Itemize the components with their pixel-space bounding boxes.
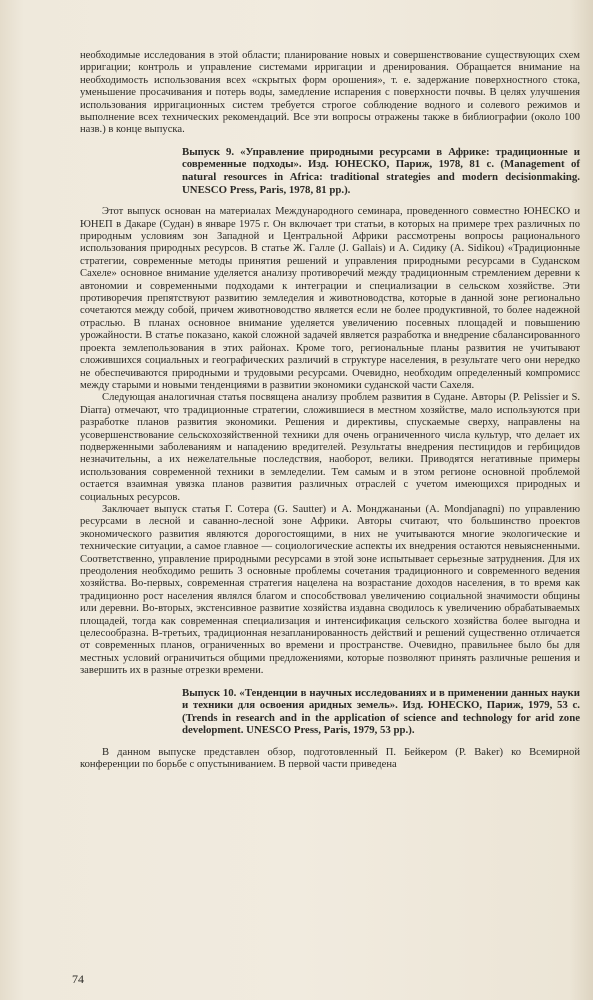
issue-9-paragraph-1: Этот выпуск основан на материалах Международного семинара, проведенного совместно ЮНЕСКО и ЮНЕП в Дакаре (Судан) в январе 1975 г. Он включает три статьи, в которых на примере трех различных по природным условиям зон Западной и Центральной Африки рассмотрены вопросы рационального использования природных ресурсов. В статье Ж. Галле (J. Gallais) и А. Сидику (A. Sidikou) «Традиционные стратегии, современные методы принятия решений и управления природными ресурсами в Суданском Сахеле» основное внимание уделяется анализу противоречий между традиционным стремлением деревни к автономии и современными подходами к интеграции и специализации в сельском хозяйстве. Эти противоречия препятствуют развитию земледелия и животноводства, которые в данной зоне регионально сочетаются между собой, причем животноводство является если не более продуктивной, то более надежной отраслью. В планах основное внимание уделяется увеличению посевных площадей и повышению урожайности. В статье показано, какой сложной задачей является разработка и внедрение сбалансированного проекта землепользования в этих районах. Кроме того, региональные планы развития не учитывают сложившихся социальных и географических различий в структуре населения, в результате чего они нередко не обеспечиваются природными и трудовыми ресурсами. Очевидно, необходим определенный компромисс между старыми и новыми тенденциями в развитии экономики суданской части Сахеля. xyxy=(80,206,580,391)
page-number: 74 xyxy=(72,972,84,986)
issue-9-paragraph-2: Следующая аналогичная статья посвящена анализу проблем развития в Судане. Авторы (P. Pelissier и S. Diarra) отмечают, что традиционные стратегии, сложившиеся в местном хозяйстве, мало используются при разработке планов развития экономики. Решения и директивы, спускаемые сверху, направлены на усовершенствование сельскохозяйственной техники для очень ограниченного числа культур, что делает их подверженными заболеваниям и нападению вредителей. Результаты внедрения пестицидов и гербицидов незначительны, а их нежелательные последствия, наоборот, велики. Приводятся негативные примеры использования современной техники в земледелии. Тем самым и в этом регионе основной проблемой остается взаимная увязка планов развития различных отраслей с учетом имеющихся природных и социальных ресурсов. xyxy=(80,392,580,503)
top-paragraph: необходимые исследования в этой области; планирование новых и совершенствование существующих схем ирригации; контроль и управление системами ирригации и дренирования. Обращается внимание на необходимость использования всех «скрытых форм орошения», т. е. задержание поверхностного стока, уменьшение просачивания и потерь воды, замедление испарения с поверхности почвы. В целях улучшения использования ирригационных систем требуется строгое соблюдение водного и солевого режимов и выполнение всех технических рекомендаций. Все эти вопросы отражены также в библиографии (около 100 назв.) в конце выпуска. xyxy=(80,50,580,136)
issue-9-paragraph-3: Заключает выпуск статья Г. Сотера (G. Sautter) и А. Монджананьи (A. Mondjanagni) по управлению ресурсами в лесной и саванно-лесной зоне Африки. Авторы считают, что большинство проектов экономического развития являются дорогостоящими, в них не учитываются многие экологические и технические ситуации, а самое главное — социологические аспекты их внедрения остаются невыясненными. Соответственно, управление природными ресурсами в этой зоне испытывает серьезные затруднения. Для их преодоления необходимо решить 3 основные проблемы сочетания традиционного и современного ведения хозяйства. Во-первых, современная стратегия нацелена на возрастание доходов населения, в то время как традиционно рост населения являлся благом и способствовал увеличению социальной значимости общины или деревни. Во-вторых, экстенсивное развитие хозяйства издавна сводилось к увеличению обрабатываемых площадей, тогда как современная специализация и интенсификация сельского хозяйства более выгодна и целесообразна. В-третьих, традиционная незапланированность действий и решений существенно отличается от современных планов, ограниченных во времени и пространстве. Очевидно, правильнее было бы для местных условий ограничиться общими предложениями, которые позволяют принять различные решения и завершить их в разные отрезки времени. xyxy=(80,503,580,677)
issue-10-paragraph-1: В данном выпуске представлен обзор, подготовленный П. Бейкером (P. Baker) ко Всемирной конференции по борьбе с опустыниванием. В первой части приведена xyxy=(80,747,580,771)
text-column xyxy=(80,50,580,772)
issue-10-citation: Выпуск 10. «Тенденции в научных исследованиях и в применении данных науки и техники для освоения аридных земель». Изд. ЮНЕСКО, Париж, 1979, 53 с. (Trends in research and in the application of science and technology for arid zone development. UNESCO Press, Paris, 1979, 53 pp.). xyxy=(182,686,580,737)
issue-9-citation: Выпуск 9. «Управление природными ресурсами в Африке: традиционные и современные подходы». Изд. ЮНЕСКО, Париж, 1978, 81 с. (Management of natural resources in Africa: traditional strategies and modern decisionmaking. UNESCO Press, Paris, 1978, 81 pp.). xyxy=(182,145,580,196)
